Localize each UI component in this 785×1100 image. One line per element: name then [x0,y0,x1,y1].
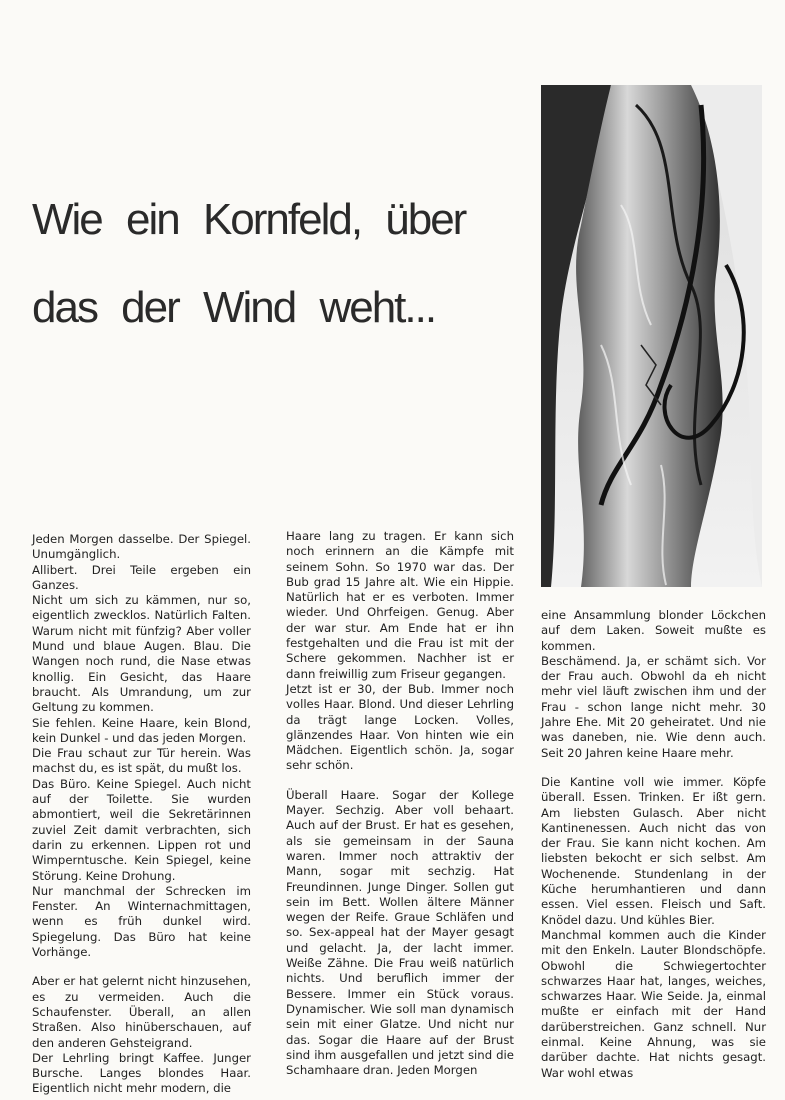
article-photo [541,85,762,587]
article-column-3 [541,608,766,1081]
paragraph: Die Frau schaut zur Tür herein. Was machst du, es ist spät, du mußt los. [32,746,251,776]
paragraph: Nicht um sich zu kämmen, nur so, eigentlich zwecklos. Natürlich Falten. Warum nicht mit fünfzig? Aber voller Mund und blaue Augen. Blau. Die Wangen noch rund, die Nase etwas knollig. Ein Gesicht, das Haare braucht. Als Umrandung, um zur Geltung zu kommen. [32,593,251,715]
paragraph: Überall Haare. Sogar der Kollege Mayer. Sechzig. Aber voll behaart. Auch auf der Brust. Er hat es gesehen, als sie gemeinsam in der Sauna waren. Immer noch attraktiv der Mann, sogar mit sechzig. Hat Freundinnen. Junge Dinger. Sollen gut sein im Bett. Wollen ältere Männer wegen der Reife. Graue Schläfen und so. Sex-appeal hat der Mayer gesagt und gelacht. Ja, der lacht immer. Weiße Zähne. Die Frau weiß natürlich nichts. Und beruflich immer der Bessere. Immer ein Stück voraus. Dynamischer. Wie soll man dynamisch sein mit einer Glatze. Und nicht nur das. Sogar die Haare auf der Brust sind ihm ausgefallen und jetzt sind die Schamhaare dran. Jeden Morgen [286,787,514,1078]
headline-line-2: das der Wind weht... [32,283,436,332]
headline-line-1: Wie ein Kornfeld, über [32,195,466,244]
paragraph: Jeden Morgen dasselbe. Der Spiegel. Unumgänglich. [32,532,251,562]
paragraph: Nur manchmal der Schrecken im Fenster. An Winternachmittagen, wenn es früh dunkel wird. Spiegelung. Das Büro hat keine Vorhänge. [32,883,251,960]
paragraph: Aber er hat gelernt nicht hinzusehen, es zu vermeiden. Auch die Schaufenster. Überall, an allen Straßen. Also hinüberschauen, auf den anderen Gehsteigrand. [32,974,251,1050]
paragraph: Sie fehlen. Keine Haare, kein Blond, kein Dunkel - und das jeden Morgen. [32,715,251,745]
paragraph: Der Lehrling bringt Kaffee. Junger Bursche. Langes blondes Haar. Eigentlich nicht mehr modern, die [32,1050,251,1096]
paragraph: Manchmal kommen auch die Kinder mit den Enkeln. Lauter Blondschöpfe. Obwohl die Schwiegertochter schwarzes Haar hat, langes, weiches, schwarzes Haar. Wie Seide. Ja, einmal mußte er einfach mit der Hand darüberstreichen. Ganz schnell. Nur einmal. Keine Ahnung, was sie darüber dachte. Hat nichts gesagt. War wohl etwas [541,927,766,1080]
paragraph: eine Ansammlung blonder Löckchen auf dem Laken. Soweit mußte es kommen. [541,608,766,653]
paragraph: Beschämend. Ja, er schämt sich. Vor der Frau auch. Obwohl da eh nicht mehr viel läuft zwischen ihm und der Frau - schon lange nicht mehr. 30 Jahre Ehe. Mit 20 geheiratet. Und nie was daneben, nie. Wie denn auch. Seit 20 Jahren keine Haare mehr. [541,653,766,760]
paragraph: Das Büro. Keine Spiegel. Auch nicht auf der Toilette. Sie wurden abmontiert, weil die Sekretärinnen zuviel Zeit damit verbrachten, sich darin zu erkennen. Lippen rot und Wimperntusche. Kein Spiegel, keine Störung. Keine Drohung. [32,776,251,883]
article-column-1 [32,532,251,1097]
paragraph: Jetzt ist er 30, der Bub. Immer noch volles Haar. Blond. Und dieser Lehrling da trägt lange Locken. Volles, glänzendes Haar. Von hinten wie ein Mädchen. Eigentlich schön. Ja, sogar sehr schön. [286,681,514,773]
paragraph: Allibert. Drei Teile ergeben ein Ganzes. [32,562,251,592]
paragraph: Haare lang zu tragen. Er kann sich noch erinnern an die Kämpfe mit seinem Sohn. So 1970 war das. Der Bub grad 15 Jahre alt. Wie ein Hippie. Natürlich hat er es verboten. Immer wieder. Und Ohrfeigen. Genug. Aber der war stur. Am Ende hat er ihn festgehalten und die Frau ist mit der Schere gekommen. Nachher ist er dann freiwillig zum Friseur gegangen. [286,529,514,681]
article-column-2 [286,529,514,1078]
paragraph: Die Kantine voll wie immer. Köpfe überall. Essen. Trinken. Er ißt gern. Am liebsten Gulasch. Aber nicht Kantinenessen. Auch nicht das von der Frau. Sie kann nicht kochen. Am liebsten bekocht er sich selbst. Am Wochenende. Stundenlang in der Küche herumhantieren und dann essen. Viel essen. Fleisch und Saft. Knödel dazu. Und kühles Bier. [541,774,766,927]
wrapped-figure-image [541,85,762,587]
